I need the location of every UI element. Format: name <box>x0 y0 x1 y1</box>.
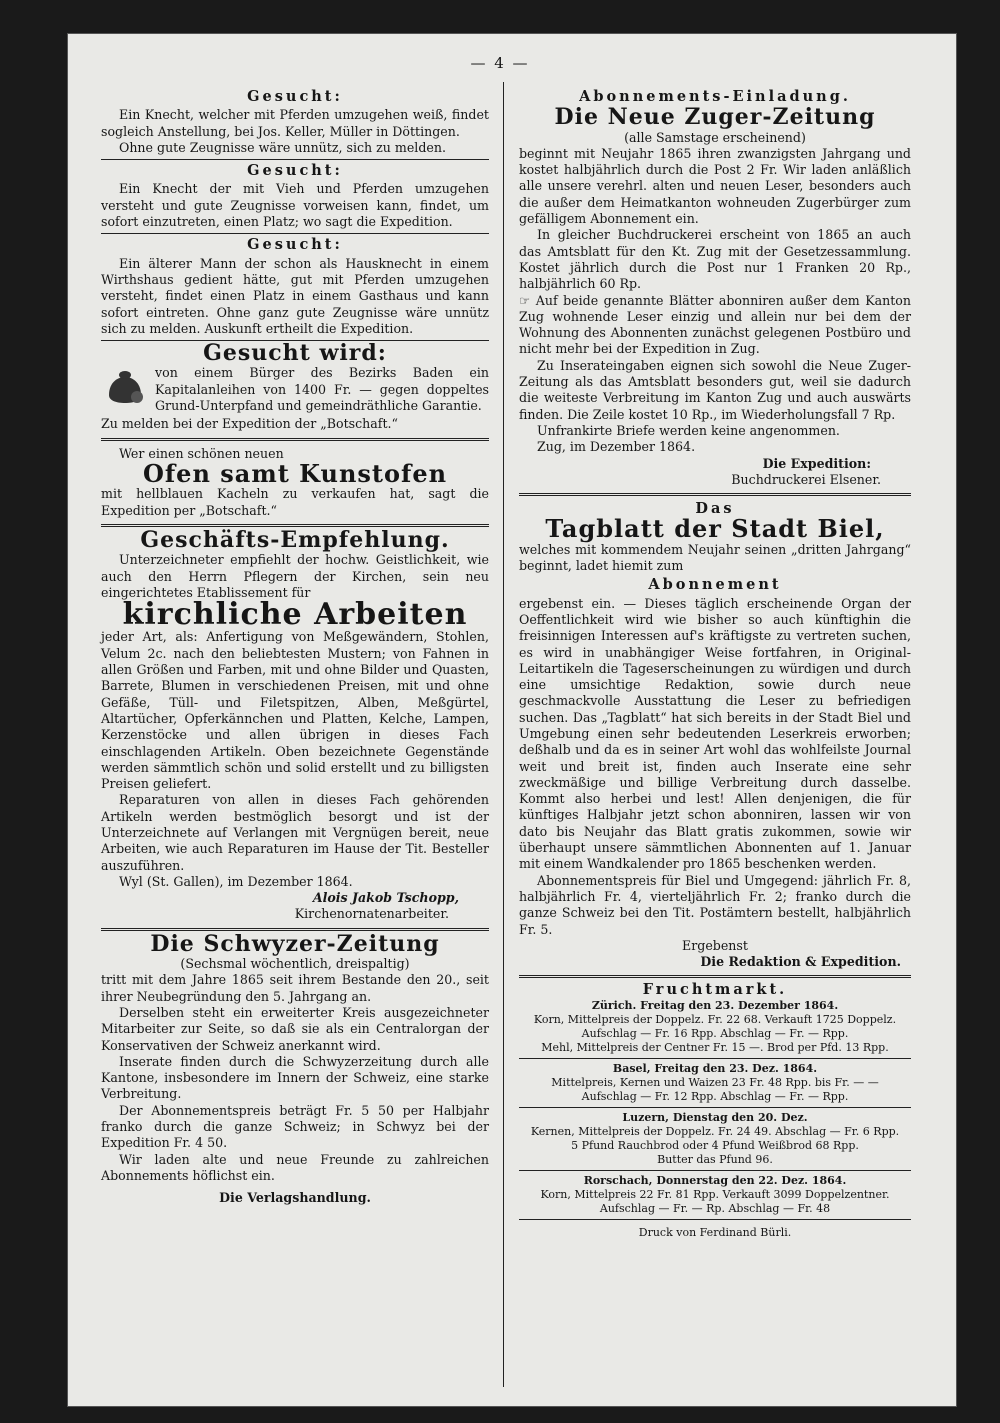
r-ad1-p2: In gleicher Buchdruckerei erscheint von 1865 an auch das Amtsblatt für den Kt. Zug mit der Gesetzessammlung. Kostet jährlich durch die Post nur 1 Franken 20 Rp., halbjährlich 60 Rp. <box>519 227 911 292</box>
ad7-p3: Inserate finden durch die Schwyzerzeitung durch alle Kantone, insbesondere im Innern der Schweiz, eine starke Verbreitung. <box>101 1053 489 1102</box>
r-ad2-p2: ergebenst ein. — Dieses täglich erscheinende Organ der Oeffentlichkeit wird wie bisher so auch künftighin die freisinnigen Interessen auf's kräftigste zu vertreten suchen, es wird in unabhängiger Weise fortfahren, in Original-Leitartikeln die Tageserscheinungen zu würdigen und durch eine umsichtige Redaktion, sowie durch neue geschmackvolle Ausstattung die Leser zu befriedigen suchen. Das „Tagblatt“ hat sich bereits in der Stadt Biel und Umgebung einen sehr bedeutenden Leserkreis erworben; deßhalb und da es in seiner Art wohl das wohlfeilste Journal weit und breit ist, finden auch Inserate eine sehr zweckmäßige und billige Verbreitung durch dasselbe. Kommt also herbei und lest! Allen denjenigen, die für künftiges Halbjahr jetzt schon abonniren, lassen wir von dato bis Neujahr das Blatt gratis zukommen, sowie wir überhaupt unsere sämmtlichen Abonnenten auf 1. Januar mit einem Wandkalender pro 1865 beschenken werden. <box>519 595 911 872</box>
ad7-p1: tritt mit dem Jahre 1865 seit ihrem Bestande den 20., seit ihrer Neubegründung den 5. Jahrgang an. <box>101 972 489 1004</box>
ad3-title: Gesucht: <box>247 236 343 254</box>
ad7-signature: Die Verlagshandlung. <box>219 1190 371 1206</box>
market-rorschach-head: Rorschach, Donnerstag den 22. Dez. 1864. <box>583 1174 847 1188</box>
r-ad2-signature: Die Redaktion & Expedition. <box>700 954 901 970</box>
ad7-p4: Der Abonnementspreis beträgt Fr. 5 50 per Halbjahr franko durch die ganze Schweiz; in Schwyz bei der Expedition Fr. 4 50. <box>101 1102 489 1151</box>
ad3-body: Ein älterer Mann der schon als Hausknecht in einem Wirthshaus gedient hätte, gut mit Pferden umzugehen versteht, findet einen Platz in einem Gasthaus und kann sofort eintreten. Ohne ganz gute Zeugnisse wäre unnütz sich zu melden. Auskunft ertheilt die Expedition. <box>101 255 489 336</box>
money-bag-icon <box>101 365 149 416</box>
divider <box>101 438 489 441</box>
r-ad1-subtitle: (alle Samstage erscheinend) <box>624 129 806 145</box>
divider <box>519 1058 911 1059</box>
market-basel-1: Mittelpreis, Kernen und Waizen 23 Fr. 48 Rpp. bis Fr. — — <box>551 1076 879 1090</box>
divider <box>519 493 911 496</box>
r-ad1-p3: ☞ Auf beide genannte Blätter abonniren außer dem Kanton Zug wohnende Leser einzig und allein nur bei dem der Wohnung des Abonnenten zunächst gelegenen Postbüro und nicht mehr bei der Expedition in Zug. <box>519 292 911 357</box>
ad1-note: Ohne gute Zeugnisse wäre unnütz, sich zu melden. <box>119 139 446 155</box>
divider <box>101 233 489 234</box>
market-luzern-head: Luzern, Dienstag den 20. Dez. <box>622 1111 808 1125</box>
ad7-p5: Wir laden alte und neue Freunde zu zahlreichen Abonnements höflichst ein. <box>101 1151 489 1183</box>
divider <box>101 159 489 160</box>
ad7-subtitle: (Sechsmal wöchentlich, dreispaltig) <box>180 956 410 972</box>
ad5-intro: Wer einen schönen neuen <box>119 445 284 461</box>
divider <box>519 975 911 978</box>
r-ad2-kicker: Das <box>695 500 735 518</box>
r-ad2-p3: Abonnementspreis für Biel und Umgegend: jährlich Fr. 8, halbjährlich Fr. 4, vierteljährlich Fr. 2; franko durch die ganze Schweiz bei den Tit. Postämtern bestellt, halbjährlich Fr. 5. <box>519 872 911 937</box>
market-rorschach-1: Korn, Mittelpreis 22 Fr. 81 Rpp. Verkauft 3099 Doppelzentner. <box>540 1188 890 1202</box>
printer-imprint: Druck von Ferdinand Bürli. <box>638 1226 792 1240</box>
ad4-title: Gesucht wird: <box>203 340 387 367</box>
r-ad1-p4: Zu Inserateingaben eignen sich sowohl die Neue Zuger-Zeitung als das Amtsblatt besonders gut, weil sie dadurch die weiteste Verbreitung im Kanton Zug und auch auswärts finden. Die Zeile kostet 10 Rp., im Wiederholungsfall 7 Rp. <box>519 357 911 422</box>
market-rorschach-2: Aufschlag — Fr. — Rp. Abschlag — Fr. 48 <box>599 1202 831 1216</box>
market-title: Fruchtmarkt. <box>642 981 788 999</box>
ad7-p2: Derselben steht ein erweiterter Kreis ausgezeichneter Mitarbeiter zur Seite, so daß sie als ein Centralorgan der Konservativen der Schweiz anerkannt wird. <box>101 1004 489 1053</box>
r-ad2-p1: welches mit kommendem Neujahr seinen „dritten Jahrgang“ beginnt, ladet hiemit zum <box>519 541 911 574</box>
r-ad1-p5: Unfrankirte Briefe werden keine angenommen. <box>537 422 840 438</box>
market-report <box>519 983 911 1240</box>
ad1-body: Ein Knecht, welcher mit Pferden umzugehen weiß, findet sogleich Anstellung, bei Jos. Keller, Müller in Döttingen. <box>101 107 489 139</box>
ad6-place: Wyl (St. Gallen), im Dezember 1864. <box>119 873 353 889</box>
left-column <box>101 86 489 1207</box>
market-basel-2: Aufschlag — Fr. 12 Rpp. Abschlag — Fr. — Rpp. <box>581 1090 849 1104</box>
ad6-body2: Reparaturen von allen in dieses Fach gehörenden Artikeln werden bestmöglich besorgt und ist der Unterzeichnete auf Verlangen mit Vergnügen bereit, neue Arbeiten, wie auch Reparaturen im Hause der Tit. Besteller auszuführen. <box>101 792 489 873</box>
column-divider <box>503 82 504 1387</box>
r-ad1-signature: Die Expedition: <box>762 455 871 471</box>
ad4-body: von einem Bürger des Bezirks Baden ein Kapitalanleihen von 1400 Fr. — gegen doppeltes Grund-Unterpfand und gemeindräthliche Garantie. <box>155 365 489 414</box>
market-zurich-3: Mehl, Mittelpreis der Centner Fr. 15 —. Brod per Pfd. 13 Rpp. <box>541 1041 889 1055</box>
ad6-body: jeder Art, als: Anfertigung von Meßgewändern, Stohlen, Velum 2c. nach den beliebtesten Mustern; von Fahnen in allen Größen und Farben, mit und ohne Bilder und Quasten, Barrete, Blumen in verschiedenen Preisen, mit und ohne Gefäße, Tüll- und Filetspitzen, Alben, Meßgürtel, Altartücher, Opferkännchen und Platten, Kelche, Lampen, Kerzenstöcke und allen übrigen in dieses Fach einschlagenden Artikeln. Oben bezeichnete Gegenstände werden sämmtlich schön und solid erstellt und zu billigsten Preisen geliefert. <box>101 629 489 792</box>
r-ad2-close: Ergebenst <box>682 937 748 953</box>
market-zurich-2: Aufschlag — Fr. 16 Rpp. Abschlag — Fr. — Rpp. <box>581 1027 849 1041</box>
divider <box>519 1107 911 1108</box>
market-luzern-1: Kernen, Mittelpreis der Doppelz. Fr. 24 49. Abschlag — Fr. 6 Rpp. <box>530 1125 900 1139</box>
page-number: — 4 — <box>470 54 530 72</box>
market-basel-head: Basel, Freitag den 23. Dez. 1864. <box>612 1062 818 1076</box>
r-ad1-place: Zug, im Dezember 1864. <box>537 439 696 455</box>
divider <box>519 1170 911 1171</box>
market-luzern-3: Butter das Pfund 96. <box>657 1153 773 1167</box>
ad6-signature: Alois Jakob Tschopp, <box>312 890 459 906</box>
ad5-body: mit hellblauen Kacheln zu verkaufen hat, sagt die Expedition per „Botschaft.“ <box>101 486 489 518</box>
r-ad1-p1: beginnt mit Neujahr 1865 ihren zwanzigsten Jahrgang und kostet halbjährlich durch die Post 2 Fr. Wir laden anläßlich alle unsere verehrl. alten und neuen Leser, besonders auch die außer dem Heimatkanton wohneuden Zugerbürger zum gefälligem Abonnement ein. <box>519 145 911 227</box>
divider <box>519 1219 911 1220</box>
market-luzern-2: 5 Pfund Rauchbrod oder 4 Pfund Weißbrod 68 Rpp. <box>571 1139 859 1153</box>
ad2-body: Ein Knecht der mit Vieh und Pferden umzugehen versteht und gute Zeugnisse vorweisen kann, findet, um sofort einzutreten, einen Platz; wo sagt die Expedition. <box>101 181 489 230</box>
ad7-title: Die Schwyzer-Zeitung <box>150 930 440 957</box>
r-ad1-title: Die Neue Zuger-Zeitung <box>554 104 876 131</box>
ad5-title: Ofen samt Kunstofen <box>142 459 448 489</box>
r-ad2-title: Tagblatt der Stadt Biel, <box>545 514 885 544</box>
r-ad2-abonnement: Abonnement <box>648 576 782 594</box>
ad4-block <box>101 365 489 416</box>
ad1-title: Gesucht: <box>247 88 343 105</box>
ad6-title: Geschäfts-Empfehlung. <box>140 526 450 553</box>
ad4-note: Zu melden bei der Expedition der „Botschaft.“ <box>101 416 398 432</box>
ad2-title: Gesucht: <box>247 162 343 180</box>
r-ad1-signature-printer: Buchdruckerei Elsener. <box>731 471 881 487</box>
ad6-headline: kirchliche Arbeiten <box>122 597 468 633</box>
r-ad1-kicker: Abonnements-Einladung. <box>579 88 851 105</box>
right-column <box>519 86 911 1240</box>
ad6-intro: Unterzeichneter empfiehlt der hochw. Geistlichkeit, wie auch den Herrn Pflegern der Kirchen, sein neu eingerichtetes Etablissement für <box>101 552 489 600</box>
market-zurich-1: Korn, Mittelpreis der Doppelz. Fr. 22 68. Verkauft 1725 Doppelz. <box>533 1013 897 1027</box>
market-zurich-head: Zürich. Freitag den 23. Dezember 1864. <box>591 999 839 1013</box>
ad6-signature-role: Kirchenornatenarbeiter. <box>294 906 449 922</box>
